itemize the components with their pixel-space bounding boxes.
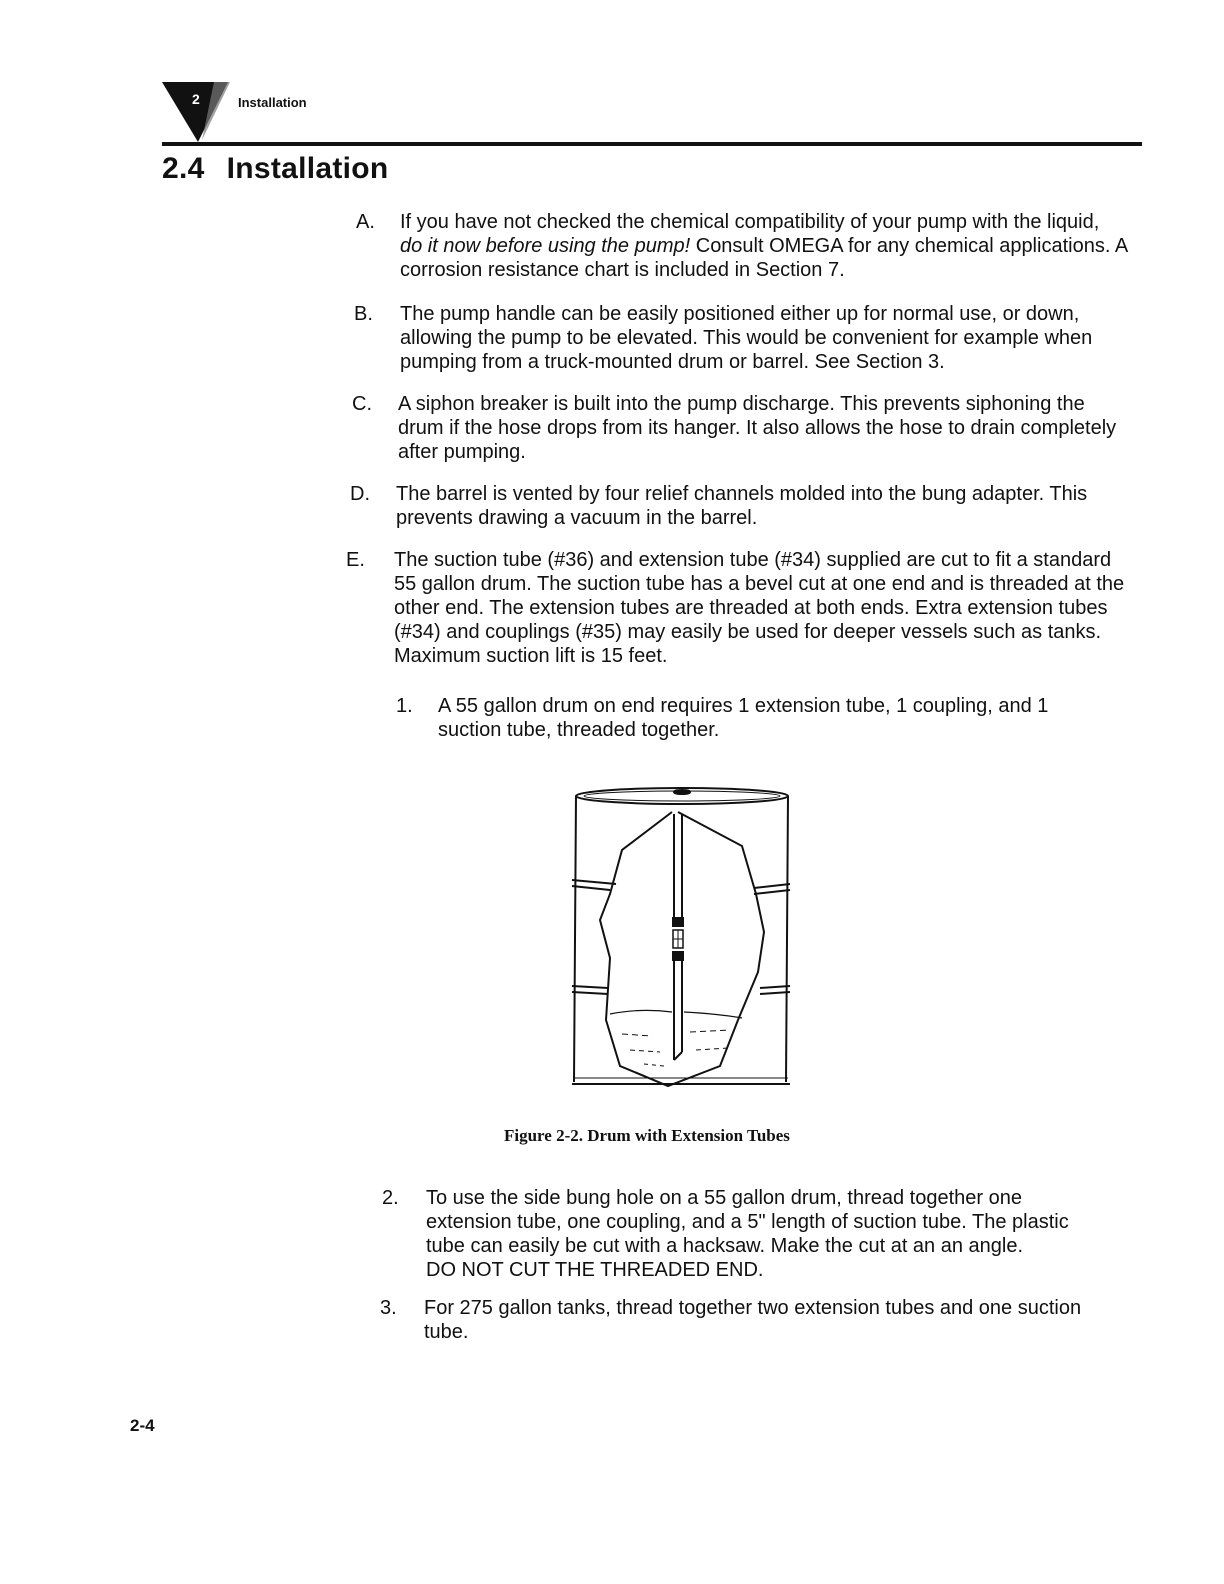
sub-list-item-3: [380, 1296, 1110, 1344]
header-rule: [162, 142, 1142, 146]
item-text: [426, 1186, 1112, 1282]
item-marker: A.: [356, 211, 375, 233]
item-text-part: To use the side bung hole on a 55 gallon drum, thread together one extension tube, one coupling, and a 5" length of suction tube. The plastic tube can easily be cut with a hacksaw. Make the cut at an an angle.: [426, 1187, 1069, 1257]
list-item-b: [354, 302, 1138, 374]
sub-list-item-2: [382, 1186, 1112, 1282]
list-item-e: [346, 548, 1128, 668]
item-text-part: Consult OMEGA for any chemical applications. A corrosion resistance chart is included in Section 7.: [400, 235, 1128, 281]
item-marker: 1.: [396, 695, 413, 717]
chapter-tab-icon: [162, 82, 234, 144]
item-marker: 3.: [380, 1297, 397, 1319]
item-text-italic: do it now before using the pump!: [400, 235, 691, 257]
running-header-label: Installation: [238, 95, 307, 110]
page-number: 2-4: [130, 1416, 155, 1435]
list-item-c: [352, 392, 1132, 464]
list-item-a: [356, 210, 1146, 282]
chapter-number: 2: [192, 91, 200, 107]
item-text-part: If you have not checked the chemical compatibility of your pump with the liquid,: [400, 211, 1100, 233]
item-marker: E.: [346, 549, 365, 571]
item-text: For 275 gallon tanks, thread together two extension tubes and one suction tube.: [424, 1297, 1082, 1343]
item-text: A siphon breaker is built into the pump discharge. This prevents siphoning the drum if the hose drops from its hanger. It also allows the hose to drain completely after pumping.: [398, 393, 1117, 463]
item-text: The barrel is vented by four relief channels molded into the bung adapter. This prevents drawing a vacuum in the barrel.: [396, 483, 1088, 529]
item-marker: B.: [354, 303, 373, 325]
section-title: [162, 152, 389, 186]
section-number: 2.4: [162, 152, 205, 185]
section-title-text: Installation: [226, 152, 389, 185]
item-text: The suction tube (#36) and extension tube (#34) supplied are cut to fit a standard 55 gallon drum. The suction tube has a bevel cut at one end and is threaded at the other end. The extension tubes are threaded at both ends. Extra extension tubes (#34) and couplings (#35) may easily be used for deeper vessels such as tanks. Maximum suction lift is 15 feet.: [394, 549, 1125, 667]
item-marker: D.: [350, 483, 370, 505]
figure-caption: Figure 2-2. Drum with Extension Tubes: [504, 1126, 790, 1145]
drum-illustration: [560, 782, 800, 1094]
item-text: The pump handle can be easily positioned either up for normal use, or down, allowing the pump to be elevated. This would be convenient for example when pumping from a truck-mounted drum or barrel. See Section 3.: [400, 303, 1093, 373]
item-marker: C.: [352, 393, 372, 415]
item-text-caps: DO NOT CUT THE THREADED END.: [426, 1259, 764, 1281]
list-item-d: [350, 482, 1130, 530]
item-marker: 2.: [382, 1187, 399, 1209]
sub-list-item-1: [396, 694, 1104, 742]
item-text: [400, 210, 1146, 282]
item-text: A 55 gallon drum on end requires 1 extension tube, 1 coupling, and 1 suction tube, threaded together.: [438, 695, 1049, 741]
